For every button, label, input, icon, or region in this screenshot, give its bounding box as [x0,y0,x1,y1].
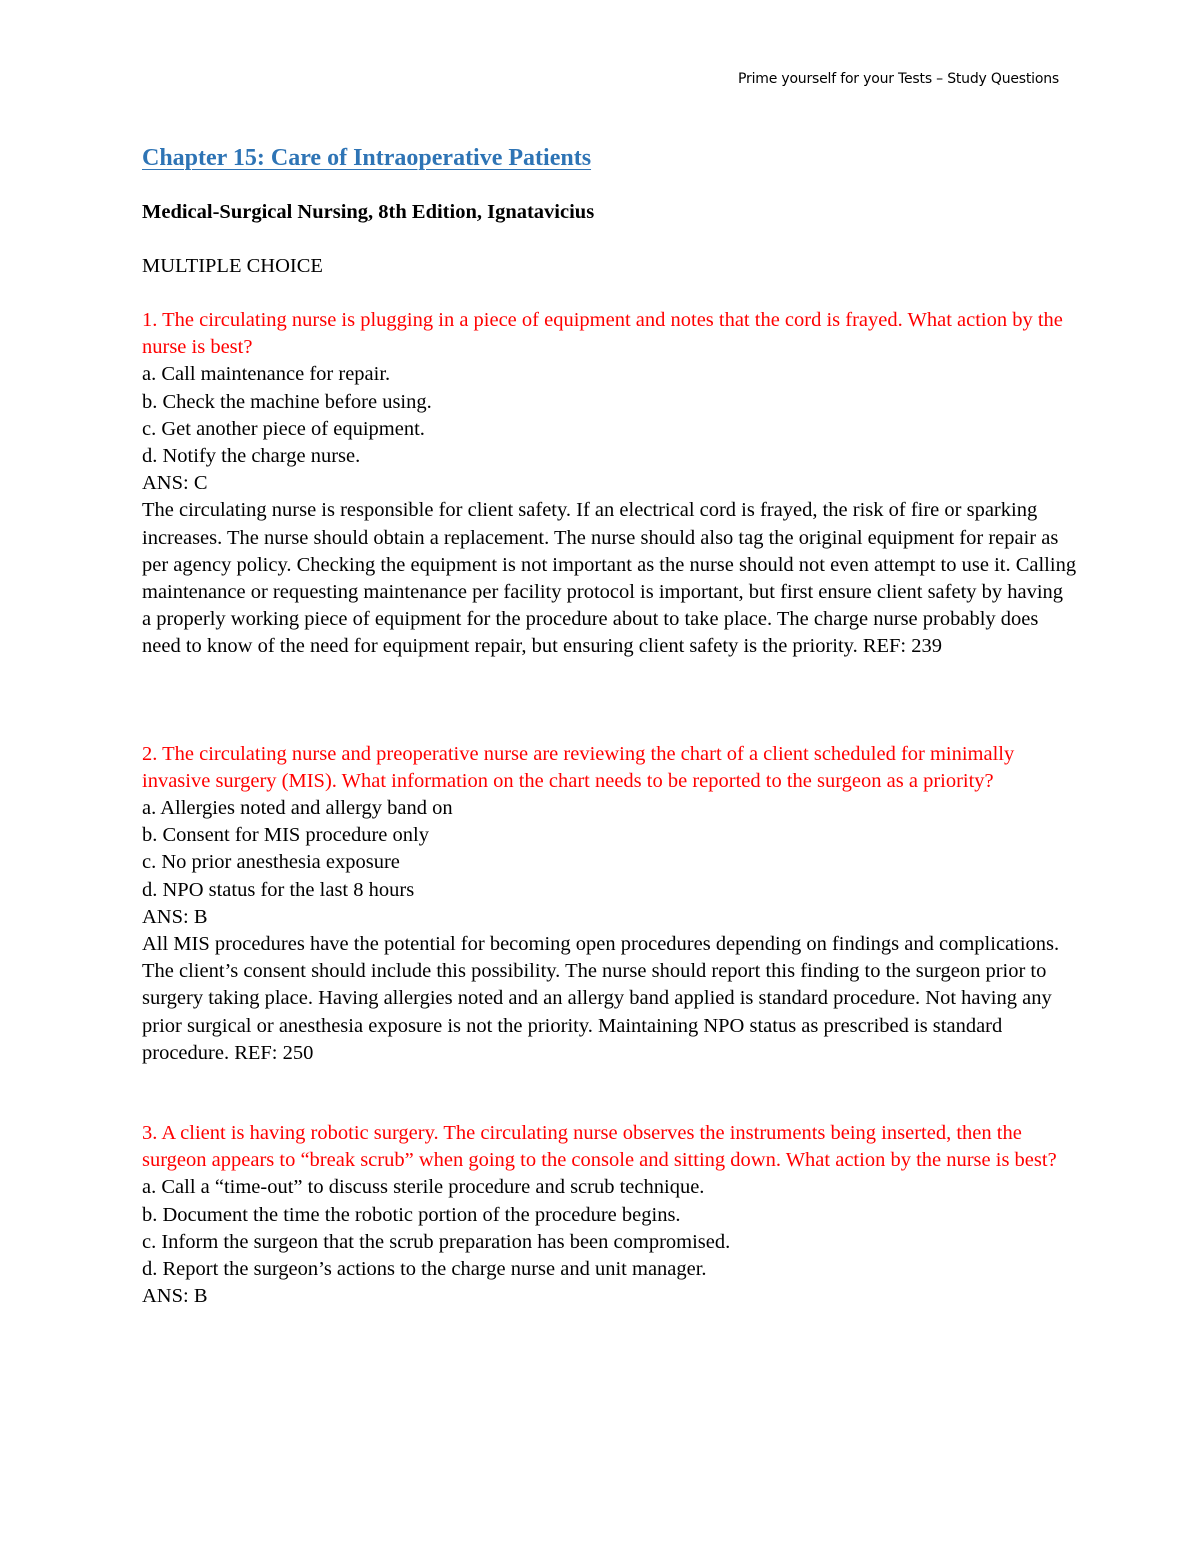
document-content [142,140,1077,1311]
option-a: a. Allergies noted and allergy band on [142,797,453,820]
question-2 [142,741,1077,1067]
question-stem: 3. A client is having robotic surgery. The circulating nurse observes the instruments being inserted, then the surgeon appears to “break scrub” when going to the console and sitting down. What action by the nurse is best? [142,1122,1057,1172]
book-info: Medical-Surgical Nursing, 8th Edition, Ignatavicius [142,201,595,223]
option-a: a. Call a “time-out” to discuss sterile procedure and scrub technique. [142,1176,705,1199]
option-a: a. Call maintenance for repair. [142,363,391,386]
running-header: Prime yourself for your Tests – Study Questions [738,71,1059,87]
answer-key: ANS: C [142,472,208,495]
answer-key: ANS: B [142,905,208,928]
answer-key: ANS: B [142,1285,208,1308]
option-b: b. Document the time the robotic portion of the procedure begins. [142,1203,681,1226]
option-c: c. No prior anesthesia exposure [142,851,400,874]
option-c: c. Get another piece of equipment. [142,417,425,440]
question-stem: 2. The circulating nurse and preoperative nurse are reviewing the chart of a client scheduled for minimally invasive surgery (MIS). What information on the chart needs to be reported to the surgeon as a priority? [142,742,1015,792]
option-d: d. NPO status for the last 8 hours [142,878,415,901]
option-d: d. Report the surgeon’s actions to the charge nurse and unit manager. [142,1258,707,1281]
question-1 [142,307,1077,661]
section-heading: MULTIPLE CHOICE [142,255,323,277]
rationale: All MIS procedures have the potential for becoming open procedures depending on findings and complications. The client’s consent should include this possibility. The nurse should report this finding to the surgeon prior to surgery taking place. Having allergies noted and an allergy band applied is standard procedure. Not having any prior surgical or anesthesia exposure is not the priority. Maintaining NPO status as prescribed is standard procedure. REF: 250 [142,933,1060,1064]
option-c: c. Inform the surgeon that the scrub preparation has been compromised. [142,1230,731,1253]
question-3 [142,1120,1077,1310]
chapter-title: Chapter 15: Care of Intraoperative Patients [142,145,592,171]
question-stem: 1. The circulating nurse is plugging in a piece of equipment and notes that the cord is frayed. What action by the nurse is best? [142,309,1063,359]
option-b: b. Check the machine before using. [142,390,432,413]
option-b: b. Consent for MIS procedure only [142,824,429,847]
option-d: d. Notify the charge nurse. [142,445,361,468]
rationale: The circulating nurse is responsible for client safety. If an electrical cord is frayed, the risk of fire or sparking increases. The nurse should obtain a replacement. The nurse should also tag the original equipment for repair as per agency policy. Checking the equipment is not important as the nurse should not even attempt to use it. Calling maintenance or requesting maintenance per facility protocol is important, but first ensure client safety by having a properly working piece of equipment for the procedure about to take place. The charge nurse probably does need to know of the need for equipment repair, but ensuring client safety is the priority. REF: 239 [142,499,1077,658]
